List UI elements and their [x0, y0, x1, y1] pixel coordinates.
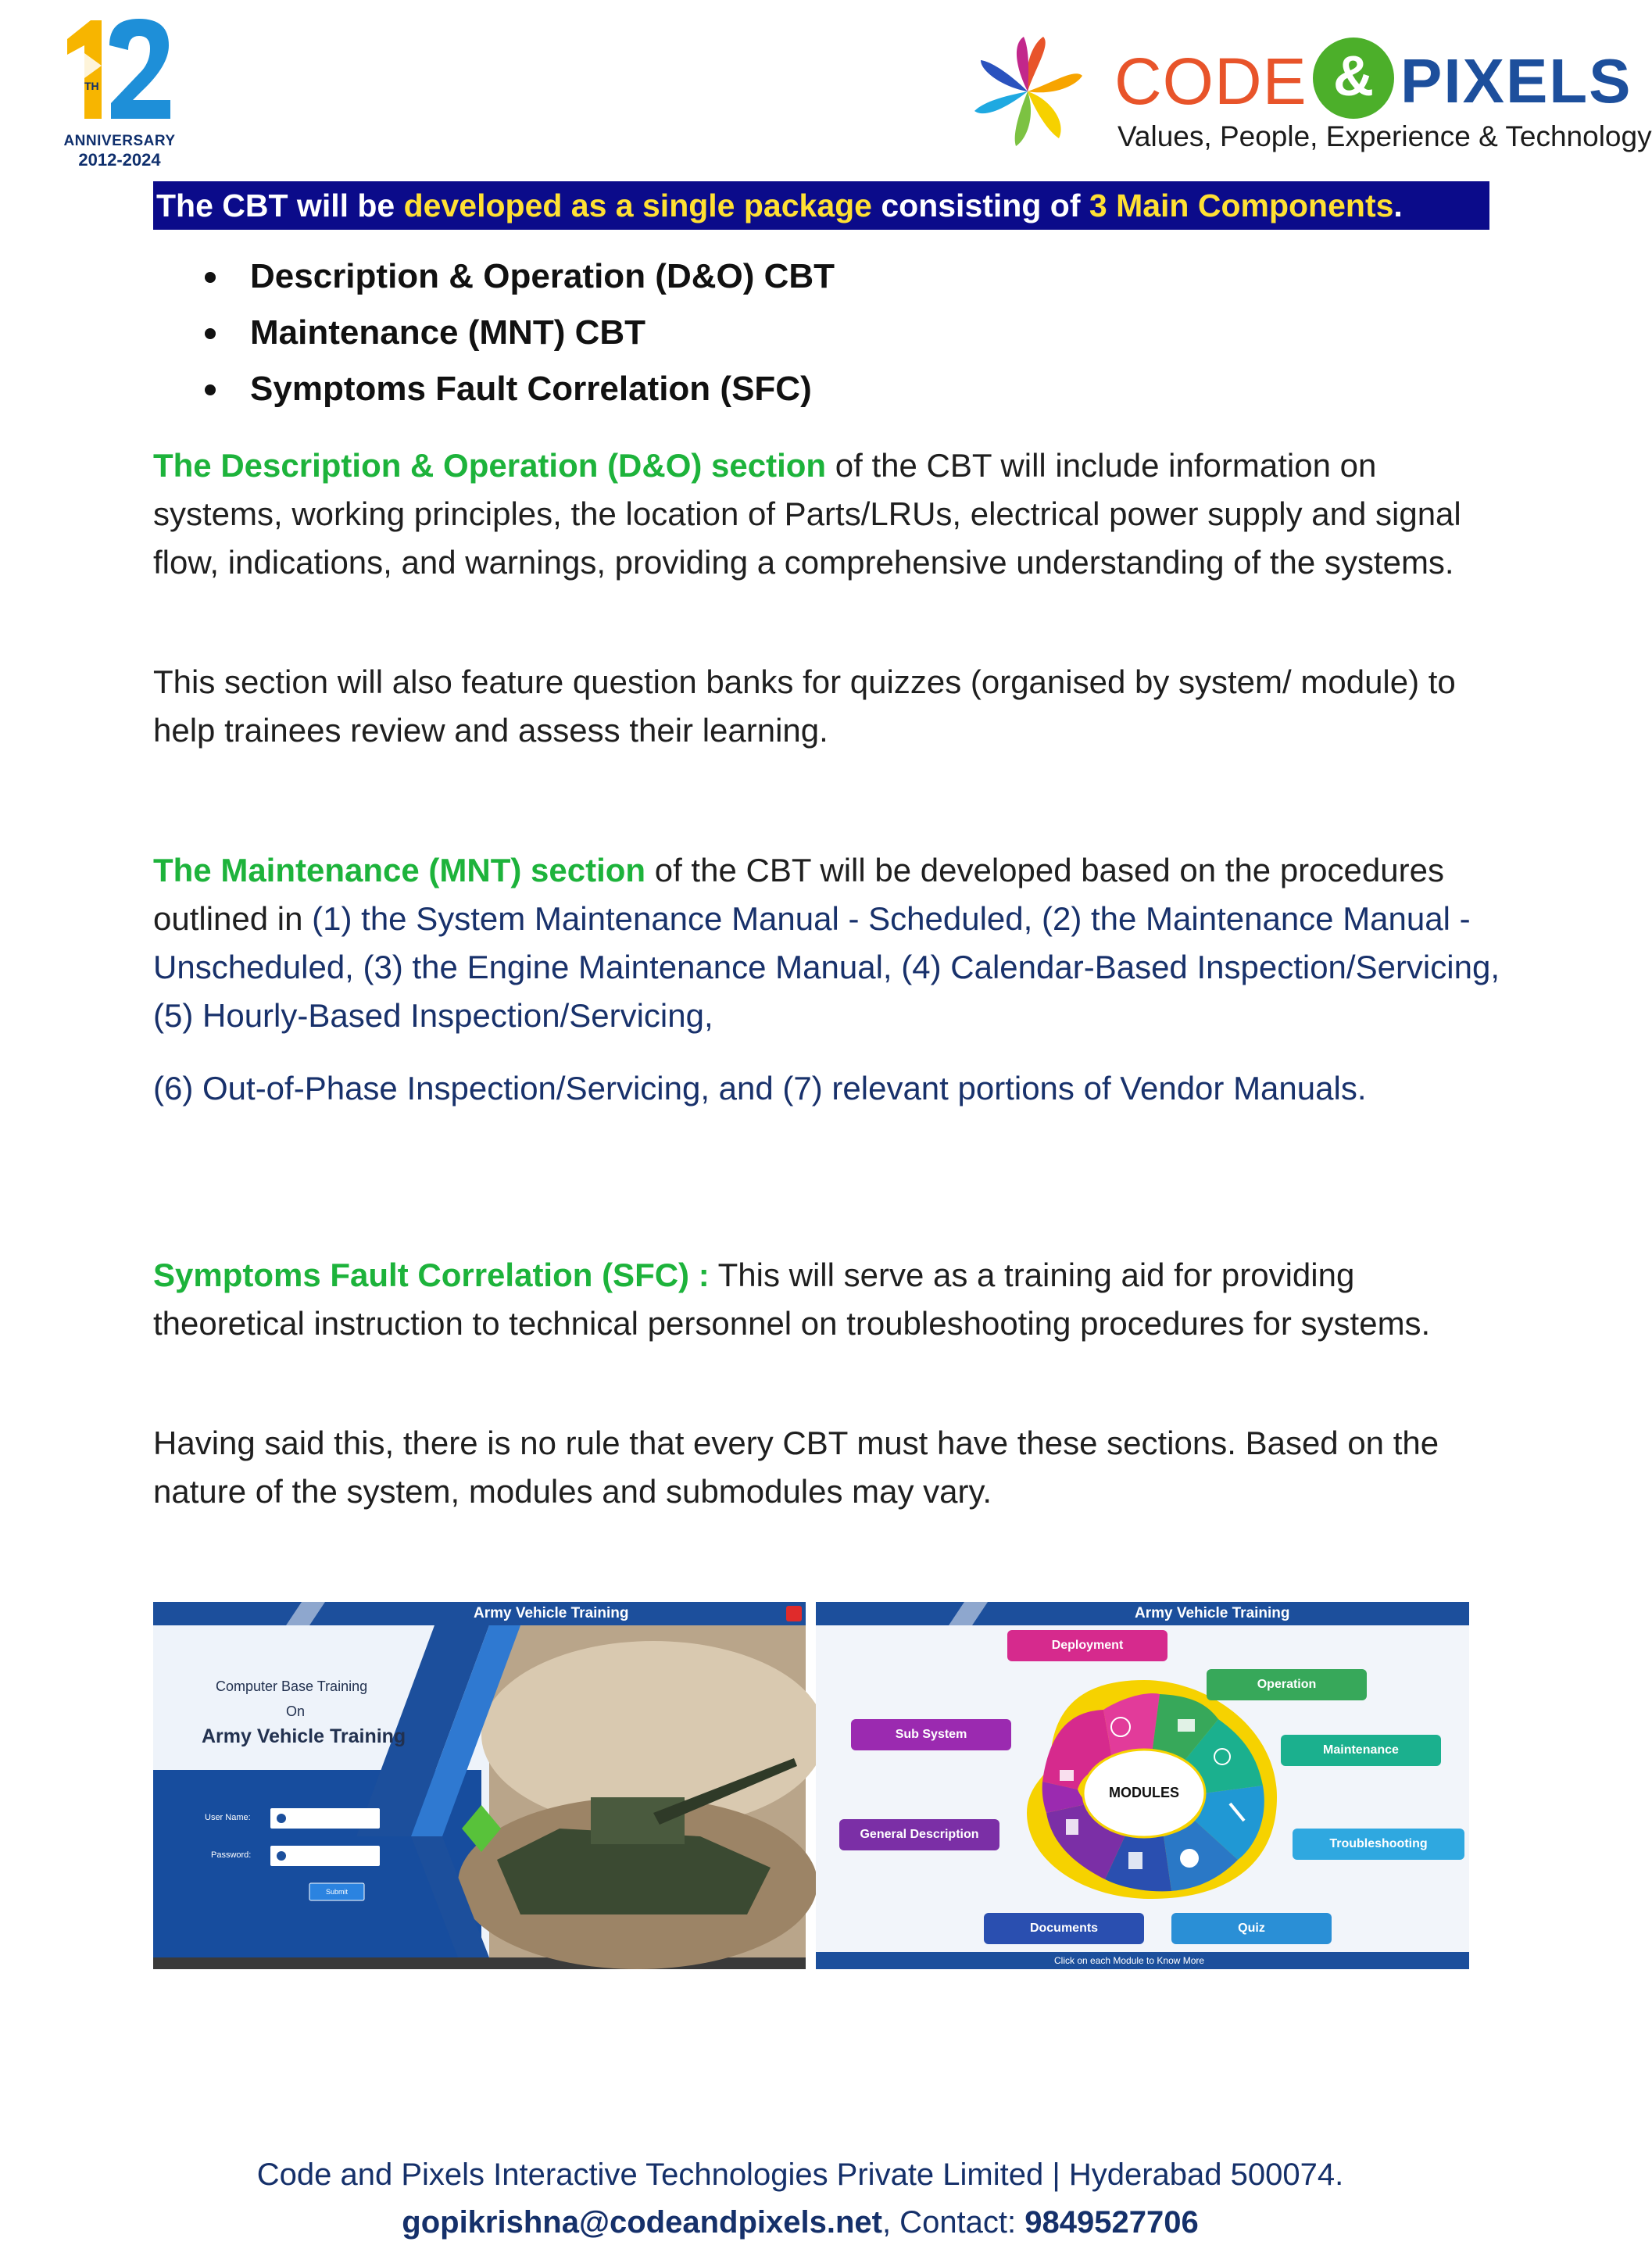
- login-line-1: Computer Base Training: [216, 1678, 368, 1694]
- brand-ampersand: &: [1313, 38, 1394, 119]
- module-quiz-button[interactable]: Quiz: [1171, 1913, 1332, 1944]
- footer-contact: [0, 2205, 1600, 2240]
- pinwheel-logo-icon: [969, 33, 1086, 150]
- module-maintenance-button[interactable]: Maintenance: [1281, 1735, 1441, 1766]
- banner-text-1: The CBT will be: [156, 188, 404, 223]
- module-sub-system-button[interactable]: Sub System: [851, 1719, 1011, 1750]
- brand-word-pixels: PIXELS: [1400, 46, 1632, 116]
- list-item: Symptoms Fault Correlation (SFC): [200, 361, 1450, 417]
- login-line-3: Army Vehicle Training: [202, 1725, 406, 1747]
- anniversary-logo: [61, 16, 178, 172]
- footer-company: Code and Pixels Interactive Technologies Private Limited | Hyderabad 500074.: [256, 2158, 1344, 2192]
- module-deployment-button[interactable]: Deployment: [1007, 1630, 1167, 1661]
- footer-phone: 9849527706: [1024, 2205, 1199, 2240]
- footer-email-link[interactable]: gopikrishna@codeandpixels.net: [402, 2205, 882, 2240]
- components-banner: [153, 181, 1489, 230]
- modules-window-title: Army Vehicle Training: [1135, 1605, 1290, 1621]
- sfc-section-lead: Symptoms Fault Correlation (SFC) :: [153, 1257, 710, 1293]
- login-screenshot: [153, 1602, 806, 1969]
- module-troubleshooting-button[interactable]: Troubleshooting: [1293, 1829, 1464, 1860]
- sfc-section-paragraph: [153, 1251, 1513, 1348]
- do-section-extra: This section will also feature question banks for quizzes (organised by system/ module) to help trainees review and assess their learning.: [153, 663, 1456, 749]
- company-logo: [969, 30, 1652, 163]
- list-item: Description & Operation (D&O) CBT: [200, 248, 1450, 305]
- module-general-description-button[interactable]: General Description: [839, 1819, 999, 1850]
- anniversary-suffix: TH: [84, 80, 99, 92]
- components-list: [200, 248, 1450, 417]
- sfc-section-text: This will serve as a training aid for providing theoretical instruction to technical personnel on troubleshooting procedures for systems.: [153, 1257, 1431, 1342]
- login-line-2: On: [286, 1704, 306, 1719]
- login-window-title: Army Vehicle Training: [474, 1605, 629, 1621]
- banner-highlight-1: developed as a single package: [403, 188, 872, 223]
- brand-tagline: Values, People, Experience & Technology: [1117, 120, 1652, 152]
- mnt-section-paragraph: [153, 846, 1513, 1040]
- password-label: Password:: [211, 1850, 252, 1860]
- modules-footer-hint: Click on each Module to Know More: [1054, 1955, 1205, 1966]
- modules-screenshot: [816, 1602, 1469, 1969]
- list-item: Maintenance (MNT) CBT: [200, 305, 1450, 361]
- footer-contact-label: , Contact:: [881, 2205, 1025, 2240]
- mnt-manual-list: (1) the System Maintenance Manual - Scheduled, (2) the Maintenance Manual - Unscheduled, (3) the Engine Maintenance Manual, (4) Calendar-Based Inspection/Servicing, (5) Hourly-Based Inspection/Servicing,: [153, 900, 1500, 1034]
- anniversary-label: ANNIVERSARY: [63, 133, 176, 149]
- do-section-paragraph: [153, 442, 1513, 587]
- module-documents-button[interactable]: Documents: [984, 1913, 1144, 1944]
- brand-word-code: CODE: [1114, 45, 1307, 118]
- mnt-manual-list-continued: (6) Out-of-Phase Inspection/Servicing, and (7) relevant portions of Vendor Manuals.: [153, 1070, 1367, 1106]
- username-label: User Name:: [205, 1813, 251, 1822]
- anniversary-twelve-graphic: [61, 9, 178, 134]
- banner-highlight-2: 3 Main Components: [1089, 188, 1394, 223]
- mnt-section-text: of the CBT will be developed based on the procedures outlined in: [153, 852, 1444, 937]
- modules-center-label: MODULES: [1109, 1785, 1179, 1800]
- anniversary-years: 2012-2024: [78, 150, 161, 170]
- banner-text-2: consisting of: [871, 188, 1089, 223]
- submit-button-label: Submit: [325, 1888, 348, 1896]
- mnt-section-lead: The Maintenance (MNT) section: [153, 852, 646, 888]
- do-section-text: of the CBT will include information on systems, working principles, the location of Parts/LRUs, electrical power supply and signal flow, indications, and warnings, providing a comprehensive understanding of the systems.: [153, 447, 1461, 581]
- banner-text-3: .: [1393, 188, 1403, 223]
- module-operation-button[interactable]: Operation: [1207, 1669, 1367, 1700]
- sfc-section-extra: Having said this, there is no rule that every CBT must have these sections. Based on the nature of the system, modules and submodules may vary.: [153, 1425, 1439, 1510]
- do-section-lead: The Description & Operation (D&O) section: [153, 447, 827, 484]
- login-screenshot-graphic: [153, 1602, 806, 1969]
